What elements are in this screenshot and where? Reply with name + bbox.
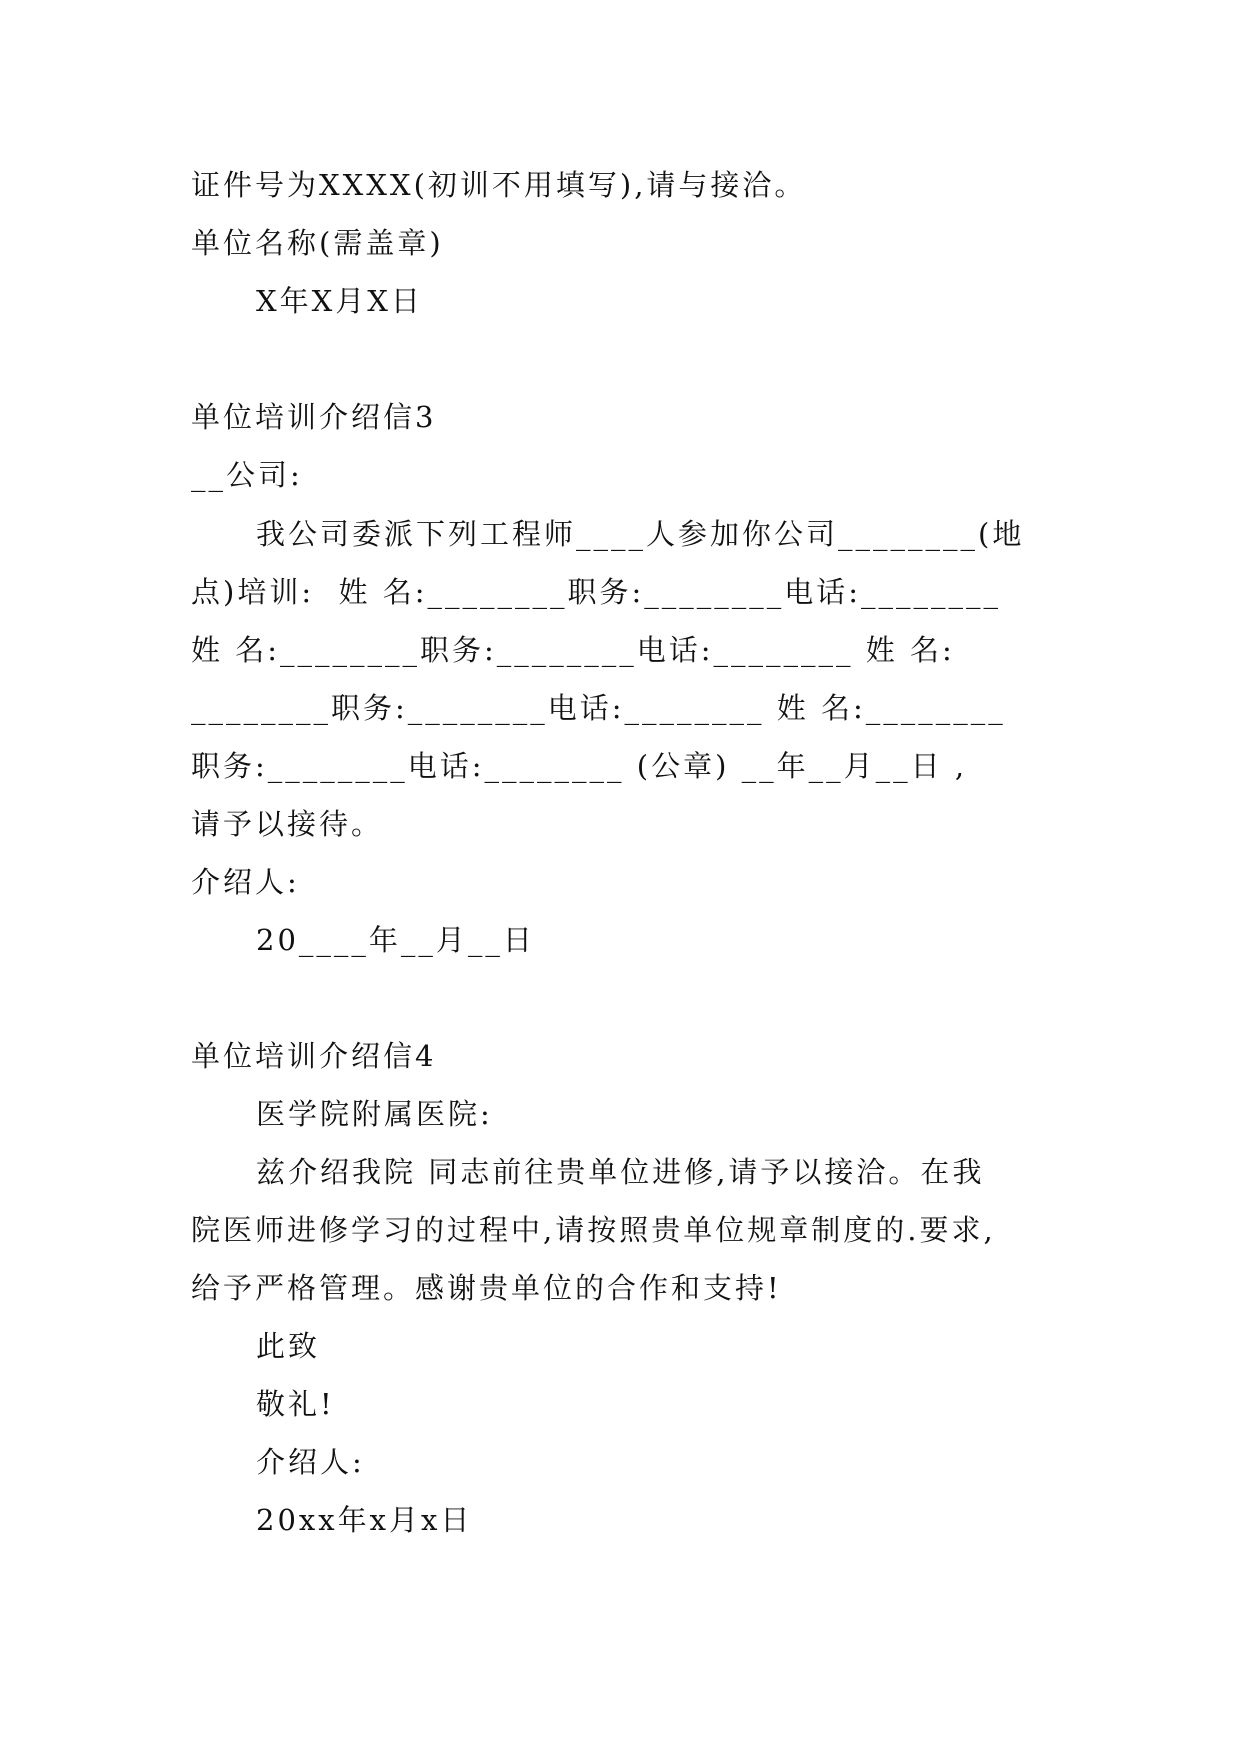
section-title-3: 单位培训介绍信3 (191, 400, 437, 434)
section-title-4: 单位培训介绍信4 (191, 1039, 437, 1073)
date-line: 20xx年x月x日 (256, 1503, 473, 1537)
date-line: X年X月X日 (256, 284, 423, 318)
body-paragraph-line: 点)培训: 姓 名:________职务:________电话:________ (191, 575, 1002, 609)
recipient-hospital: 医学院附属医院: (256, 1097, 493, 1131)
body-paragraph-line: 院医师进修学习的过程中,请按照贵单位规章制度的.要求, (191, 1213, 996, 1247)
salutation-line: 敬礼! (256, 1387, 335, 1421)
certificate-number-line: 证件号为XXXX(初训不用填写),请与接洽。 (191, 168, 807, 202)
body-paragraph-line: ________职务:________电话:________ 姓 名:________ (191, 691, 1006, 725)
unit-name-line: 单位名称(需盖章) (191, 226, 444, 260)
body-paragraph-line: 姓 名:________职务:________电话:________ 姓 名: (191, 633, 955, 667)
body-paragraph-line: 请予以接待。 (191, 807, 384, 841)
body-paragraph-line: 给予严格管理。感谢贵单位的合作和支持! (191, 1271, 782, 1305)
introducer-label: 介绍人: (191, 865, 300, 899)
recipient-company: __公司: (191, 458, 303, 492)
introducer-label: 介绍人: (256, 1445, 365, 1479)
body-paragraph-line: 我公司委派下列工程师____人参加你公司________(地 (256, 517, 1025, 551)
date-line: 20____年__月__日 (256, 923, 535, 957)
closing-line: 此致 (256, 1329, 321, 1363)
body-paragraph-line: 兹介绍我院 同志前往贵单位进修,请予以接洽。在我 (256, 1155, 985, 1189)
body-paragraph-line: 职务:________电话:________ (公章) __年__月__日 , (191, 749, 968, 783)
